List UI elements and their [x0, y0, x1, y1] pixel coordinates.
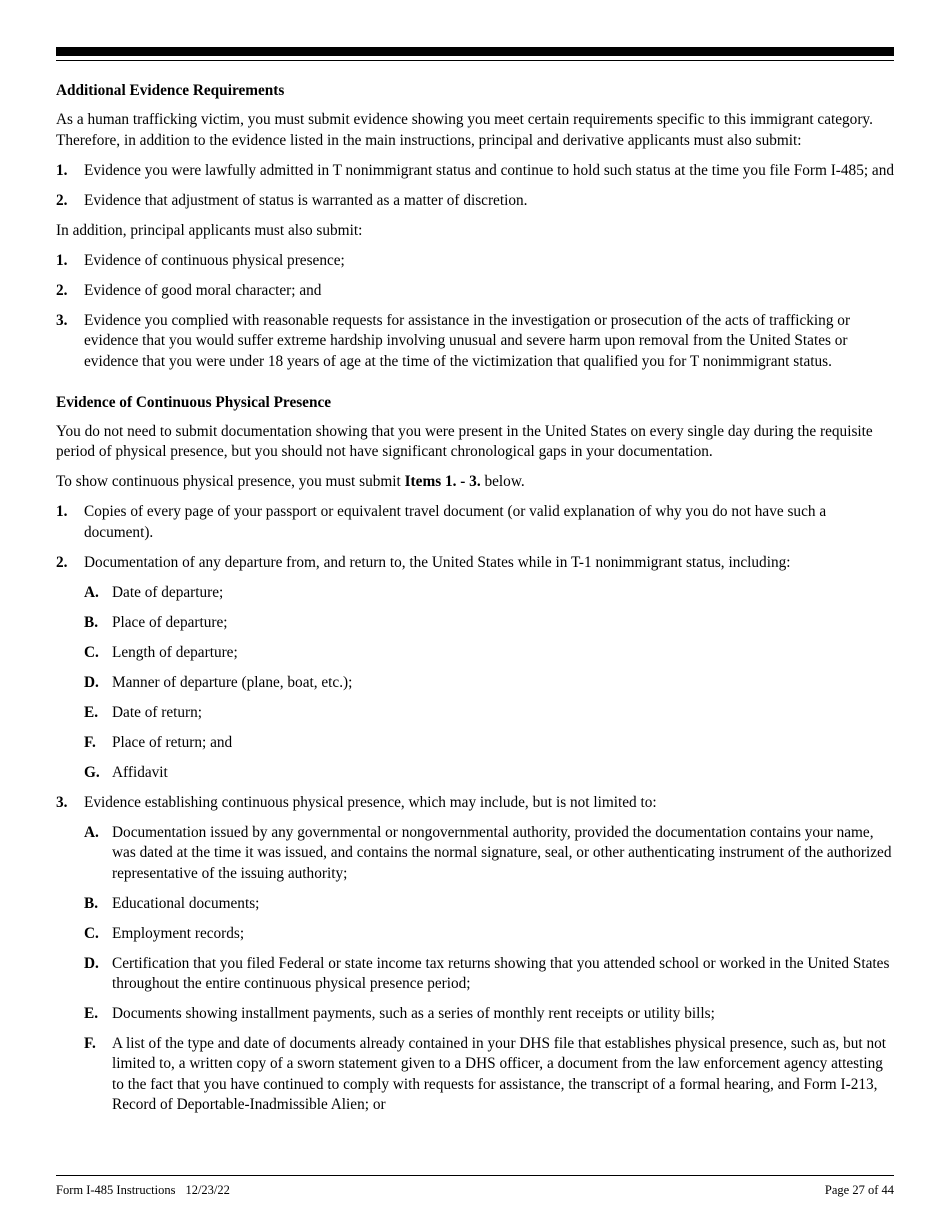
footer-date: 12/23/22	[185, 1183, 230, 1197]
sub-item-letter: E.	[84, 1005, 99, 1023]
submit-suffix: below.	[480, 473, 525, 491]
sub-item	[56, 1004, 894, 1024]
sub-item-text: Educational documents;	[112, 894, 260, 912]
list-item	[56, 553, 894, 573]
sub-item-letter: E.	[84, 703, 99, 721]
item-text: Evidence that adjustment of status is warranted as a matter of discretion.	[84, 191, 528, 209]
list-item	[56, 161, 894, 181]
item-number: 3.	[56, 311, 68, 329]
sub-item-letter: C.	[84, 924, 99, 942]
intro-paragraph: As a human trafficking victim, you must submit evidence showing you meet certain requirements specific to this immigrant category. Therefore, in addition to the evidence listed in the main instructions, principal and derivative applicants must also submit:	[56, 111, 873, 149]
list-item	[56, 191, 894, 211]
footer-page-number: Page 27 of 44	[824, 1183, 894, 1197]
submit-items-ref: Items 1. - 3.	[404, 473, 481, 491]
item-number: 1.	[56, 251, 68, 269]
section-heading-additional-evidence: Additional Evidence Requirements	[56, 82, 285, 99]
sub-item-text: A list of the type and date of documents already contained in your DHS file that establishes physical presence, such as, but not limited to, a written copy of a sworn statement given to a DHS officer, a document from the law enforcement agency attesting to the fact that you have continued to comply with requests for assistance, the transcript of a formal hearing, and Form I-213, Record of Deportable-Inadmissible Alien; or	[112, 1035, 886, 1114]
item-text: Evidence of continuous physical presence;	[84, 251, 345, 269]
item-number: 1.	[56, 161, 68, 179]
sub-item-text: Documentation issued by any governmental or nongovernmental authority, provided the documentation contains your name, was dated at the time it was issued, and contains the normal signature, seal, or other authenticating instrument of the authorized representative of the issuing authority;	[112, 823, 892, 882]
header-thin-rule	[56, 60, 894, 61]
item-text: Documentation of any departure from, and return to, the United States while in T-1 nonimmigrant status, including:	[84, 553, 791, 571]
page-content	[56, 81, 894, 1125]
item-text: Evidence you complied with reasonable requests for assistance in the investigation or prosecution of the acts of trafficking or evidence that you would suffer extreme hardship involving unusual and severe harm upon removal from the United States or evidence that you were under 18 years of age at the time of the victimization that qualified you for T nonimmigrant status.	[84, 311, 851, 370]
item-text: Evidence you were lawfully admitted in T nonimmigrant status and continue to hold such status at the time you file Form I-485; and	[84, 161, 895, 179]
sub-item-letter: D.	[84, 673, 99, 691]
sub-item	[56, 703, 894, 723]
footer-rule	[56, 1175, 894, 1176]
sub-item-text: Date of return;	[112, 703, 203, 721]
list-item	[56, 793, 894, 813]
item-text: Evidence establishing continuous physical presence, which may include, but is not limited to:	[84, 793, 657, 811]
sub-item	[56, 823, 894, 884]
submit-prefix: To show continuous physical presence, you must submit	[56, 473, 405, 491]
sub-item-letter: A.	[84, 583, 99, 601]
sub-item-letter: D.	[84, 954, 99, 972]
list-item	[56, 281, 894, 301]
item-number: 2.	[56, 281, 68, 299]
sub-item-text: Place of departure;	[112, 613, 228, 631]
sub-item	[56, 613, 894, 633]
sub-item-letter: F.	[84, 733, 96, 751]
item-number: 2.	[56, 553, 68, 571]
sub-item	[56, 954, 894, 995]
sub-item-text: Place of return; and	[112, 733, 233, 751]
item-text: Evidence of good moral character; and	[84, 281, 322, 299]
list-item	[56, 502, 894, 543]
sub-item	[56, 673, 894, 693]
sub-item	[56, 643, 894, 663]
sub-item	[56, 924, 894, 944]
principal-intro: In addition, principal applicants must also submit:	[56, 221, 363, 239]
sub-item-letter: B.	[84, 613, 99, 631]
sub-item-letter: A.	[84, 823, 99, 841]
sub-item	[56, 763, 894, 783]
sub-item-text: Documents showing installment payments, such as a series of monthly rent receipts or utility bills;	[112, 1005, 715, 1023]
item-number: 2.	[56, 191, 68, 209]
list-item	[56, 311, 894, 372]
sub-item-letter: C.	[84, 643, 99, 661]
sub-item-text: Manner of departure (plane, boat, etc.);	[112, 673, 353, 691]
sub-item-letter: G.	[84, 763, 100, 781]
sub-item	[56, 583, 894, 603]
submit-instruction	[56, 472, 894, 492]
header-thick-rule	[56, 47, 894, 56]
footer-form-info	[56, 1182, 230, 1198]
sub-item-text: Length of departure;	[112, 643, 238, 661]
section-heading-physical-presence: Evidence of Continuous Physical Presence	[56, 393, 332, 411]
sub-item-letter: B.	[84, 894, 99, 912]
sub-item	[56, 1034, 894, 1116]
sub-item-letter: F.	[84, 1035, 96, 1053]
sub-item	[56, 733, 894, 753]
sub-item-text: Affidavit	[112, 763, 168, 781]
footer-form-name: Form I-485 Instructions	[56, 1183, 176, 1197]
sub-item-text: Date of departure;	[112, 583, 224, 601]
sub-item-text: Employment records;	[112, 924, 245, 942]
item-number: 1.	[56, 503, 68, 521]
sub-item	[56, 894, 894, 914]
item-text: Copies of every page of your passport or equivalent travel document (or valid explanation of why you do not have such a document).	[84, 503, 827, 541]
item-number: 3.	[56, 793, 68, 811]
sub-item-text: Certification that you filed Federal or state income tax returns showing that you attended school or worked in the United States throughout the entire continuous physical presence period;	[112, 954, 890, 993]
physical-presence-intro: You do not need to submit documentation showing that you were present in the United States on every single day during the requisite period of physical presence, but you should not have significant chronological gaps in your documentation.	[56, 423, 873, 461]
list-item	[56, 251, 894, 271]
